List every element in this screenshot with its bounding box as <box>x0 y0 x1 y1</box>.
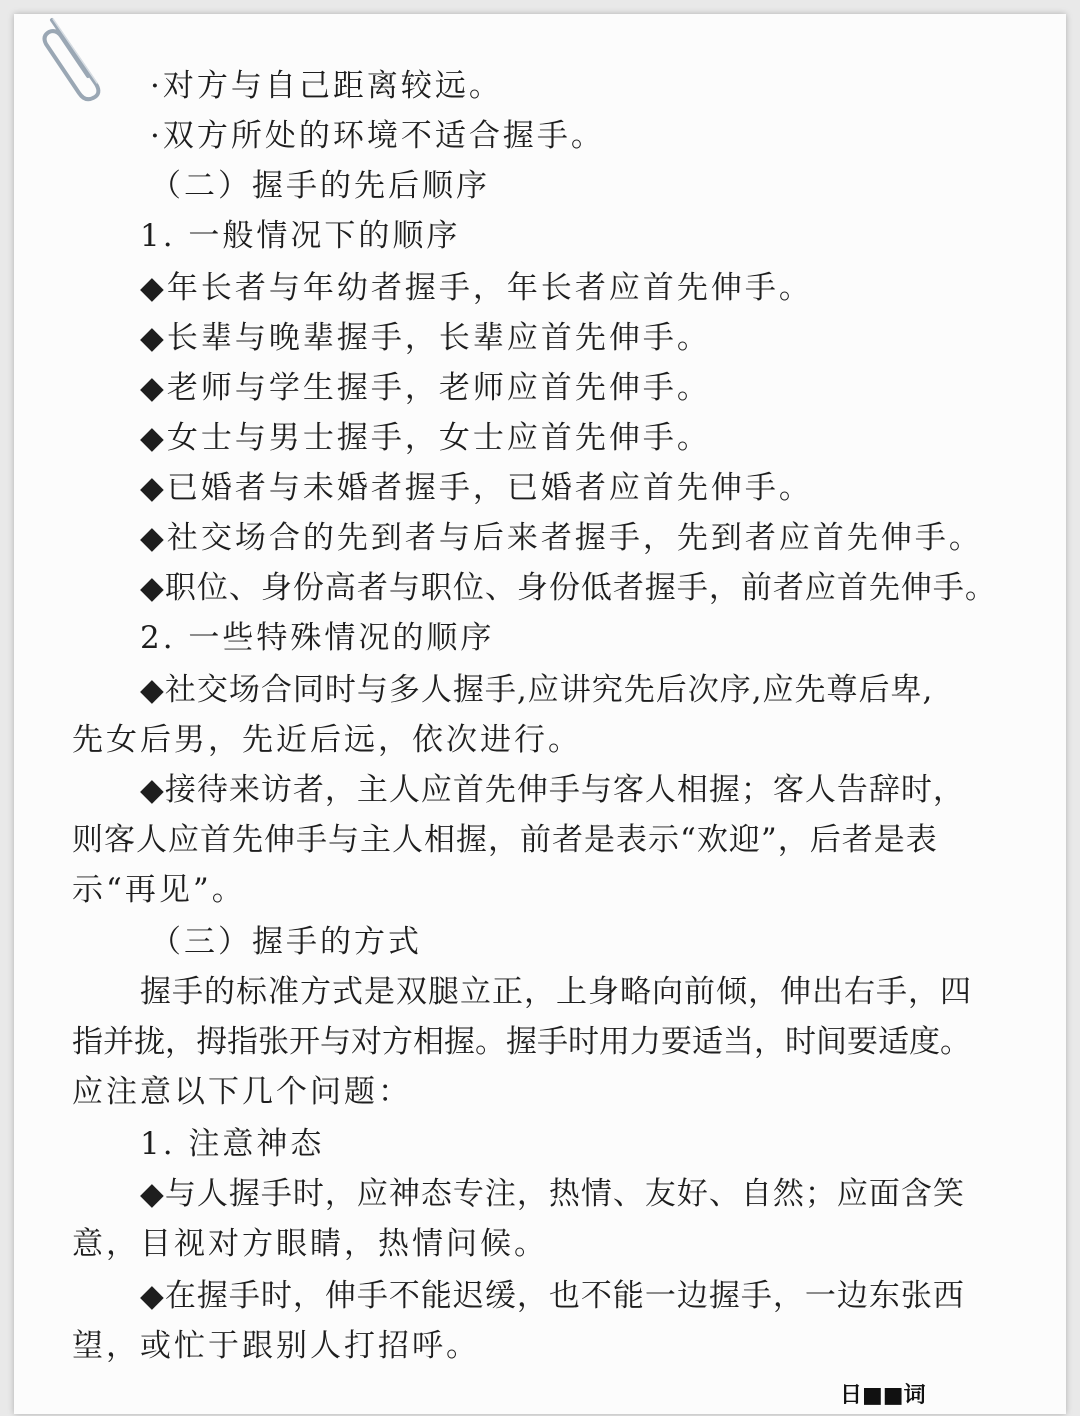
text-line: 示“再见”。 <box>72 872 246 908</box>
text-line: 应注意以下几个问题： <box>72 1074 412 1110</box>
bullet-item: ◆职位、身份高者与职位、身份低者握手，前者应首先伸手。 <box>140 570 997 606</box>
bullet-item: ◆女士与男士握手，女士应首先伸手。 <box>140 420 711 456</box>
bullet-item: ◆接待来访者，主人应首先伸手与客人相握；客人告辞时， <box>140 772 965 808</box>
bullet-item: ◆与人握手时，应神态专注，热情、友好、自然；应面含笑 <box>140 1176 965 1212</box>
text-line: ·对方与自己距离较远。 <box>150 68 503 104</box>
text-line: 意，目视对方眼睛，热情问候。 <box>72 1226 548 1262</box>
text-line: 先女后男，先近后远，依次进行。 <box>72 722 582 758</box>
cropped-footer-text <box>840 1376 970 1392</box>
bullet-item: ◆老师与学生握手，老师应首先伸手。 <box>140 370 711 406</box>
bullet-item: ◆社交场合同时与多人握手,应讲究先后次序,应先尊后卑, <box>140 672 934 708</box>
bullet-item: ◆社交场合的先到者与后来者握手，先到者应首先伸手。 <box>140 520 983 556</box>
subsection-heading: 1. 注意神态 <box>140 1126 325 1162</box>
bullet-item: ◆已婚者与未婚者握手，已婚者应首先伸手。 <box>140 470 813 506</box>
paperclip-icon <box>38 14 108 104</box>
text-line: ·双方所处的环境不适合握手。 <box>150 118 605 154</box>
section-heading: （二）握手的先后顺序 <box>150 168 490 204</box>
text-line: 望，或忙于跟别人打招呼。 <box>72 1328 480 1364</box>
text-line: 则客人应首先伸手与主人相握，前者是表示“欢迎”，后者是表 <box>72 822 938 858</box>
text-line: 握手的标准方式是双腿立正，上身略向前倾，伸出右手，四 <box>140 974 972 1010</box>
bullet-item: ◆年长者与年幼者握手，年长者应首先伸手。 <box>140 270 813 306</box>
text-line: 指并拢，拇指张开与对方相握。握手时用力要适当，时间要适度。 <box>72 1024 971 1060</box>
bullet-item: ◆在握手时，伸手不能迟缓，也不能一边握手，一边东张西 <box>140 1278 965 1314</box>
document-page <box>14 14 1066 1414</box>
subsection-heading: 1. 一般情况下的顺序 <box>140 218 461 254</box>
subsection-heading: 2. 一些特殊情况的顺序 <box>140 620 495 656</box>
section-heading: （三）握手的方式 <box>150 924 422 960</box>
bullet-item: ◆长辈与晚辈握手，长辈应首先伸手。 <box>140 320 711 356</box>
